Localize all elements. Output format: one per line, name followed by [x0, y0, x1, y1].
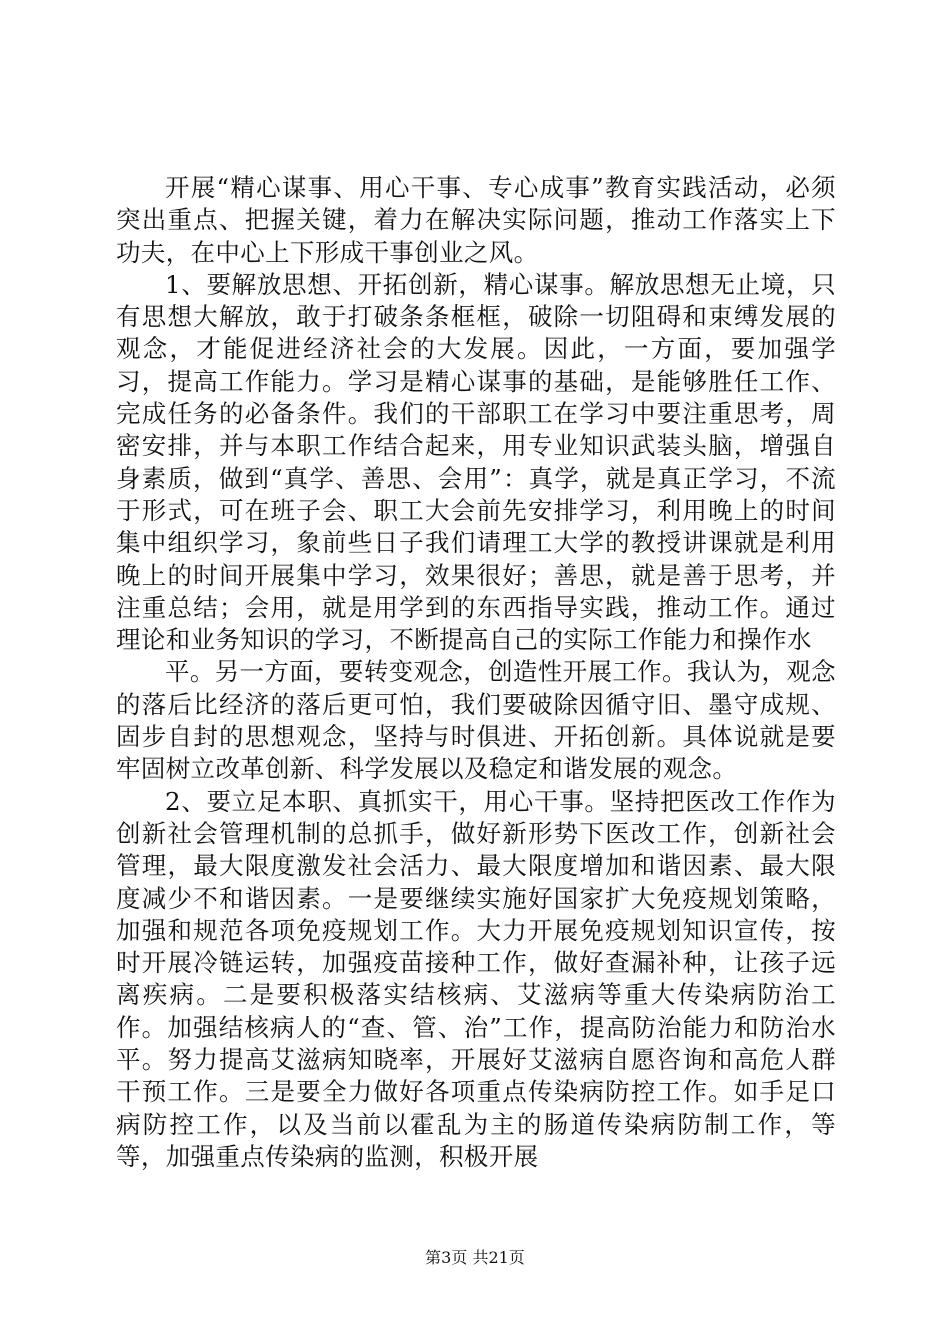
paragraph-point-2: 2、要立足本职、真抓实干，用心干事。坚持把医改工作作为创新社会管理机制的总抓手，做好新形势下医改工作，创新社会管理，最大限度激发社会活力、最大限度增加和谐因素、最大限度减少不和谐因素。一是要继续实施好国家扩大免疫规划策略，加强和规范各项免疫规划工作。大力开展免疫规划知识宣传，按时开展冷链运转，加强疫苗接种工作，做好查漏补种，让孩子远离疾病。二是要积极落实结核病、艾滋病等重大传染病防治工作。加强结核病人的“查、管、治”工作，提高防治能力和防治水平。努力提高艾滋病知晓率，开展好艾滋病自愿咨询和高危人群干预工作。三是要全力做好各项重点传染病防控工作。如手足口病防控工作，以及当前以霍乱为主的肠道传染病防制工作，等等，加强重点传染病的监测，积极开展 [116, 786, 836, 1171]
paragraph-intro: 开展“精心谋事、用心干事、专心成事”教育实践活动，必须突出重点、把握关键，着力在解决实际问题，推动工作落实上下功夫，在中心上下形成干事创业之风。 [116, 173, 836, 267]
document-body [116, 172, 836, 1173]
paragraph-point-1: 1、要解放思想、开拓创新，精心谋事。解放思想无止境，只有思想大解放，敢于打破条条框框，破除一切阻碍和束缚发展的观念，才能促进经济社会的大发展。因此，一方面，要加强学习，提高工作能力。学习是精心谋事的基础，是能够胜任工作、完成任务的必备条件。我们的干部职工在学习中要注重思考，周密安排，并与本职工作结合起来，用专业知识武装头脑，增强自身素质，做到“真学、善思、会用”：真学，就是真正学习，不流于形式，可在班子会、职工大会前先安排学习，利用晚上的时间集中组织学习，象前些日子我们请理工大学的教授讲课就是利用晚上的时间开展集中学习，效果很好；善思，就是善于思考，并注重总结；会用，就是用学到的东西指导实践，推动工作。通过理论和业务知识的学习，不断提高自己的实际工作能力和操作水 [116, 269, 836, 655]
page-number-footer: 第3页 共21页 [425, 1248, 525, 1267]
paragraph-continuation: 平。另一方面，要转变观念，创造性开展工作。我认为，观念的落后比经济的落后更可怕，我们要破除因循守旧、墨守成规、固步自封的思想观念，坚持与时俱进、开拓创新。具体说就是要牢固树立改革创新、科学发展以及稳定和谐发展的观念。 [116, 657, 836, 784]
